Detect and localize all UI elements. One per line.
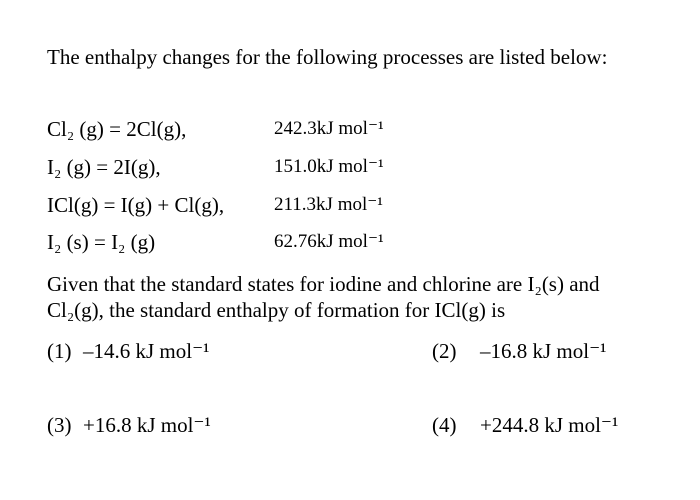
answer-option-2[interactable]	[432, 338, 606, 364]
answer-option-1[interactable]	[47, 338, 209, 364]
option-number: (1)	[47, 339, 72, 363]
answer-option-3[interactable]	[47, 412, 211, 438]
option-number: (4)	[432, 413, 457, 437]
process-row	[47, 227, 647, 257]
process-row	[47, 190, 647, 220]
process-enthalpy: 62.76kJ mol⁻¹	[274, 231, 384, 252]
process-row	[47, 152, 647, 182]
option-number: (2)	[432, 339, 457, 363]
process-enthalpy: 151.0kJ mol⁻¹	[274, 156, 384, 177]
option-number: (3)	[47, 413, 72, 437]
option-text: +16.8 kJ mol⁻¹	[83, 413, 211, 437]
option-text: –16.8 kJ mol⁻¹	[480, 339, 607, 363]
answer-option-4[interactable]	[432, 412, 618, 438]
process-equation: Cl₂ (g) = 2Cl(g),	[47, 117, 187, 141]
process-enthalpy: 242.3kJ mol⁻¹	[274, 118, 384, 139]
process-enthalpy: 211.3kJ mol⁻¹	[274, 194, 383, 215]
option-text: –14.6 kJ mol⁻¹	[83, 339, 210, 363]
process-equation: I₂ (s) = I₂ (g)	[47, 230, 156, 254]
question-intro: The enthalpy changes for the following processes are listed below:	[47, 45, 608, 69]
process-row	[47, 114, 647, 144]
option-text: +244.8 kJ mol⁻¹	[480, 413, 619, 437]
question-stem: Given that the standard states for iodine and chlorine are I₂(s) and Cl₂(g), the standard enthalpy of formation for ICl(g) is	[47, 272, 600, 322]
process-equation: I₂ (g) = 2I(g),	[47, 155, 161, 179]
process-equation: ICl(g) = I(g) + Cl(g),	[47, 193, 225, 217]
